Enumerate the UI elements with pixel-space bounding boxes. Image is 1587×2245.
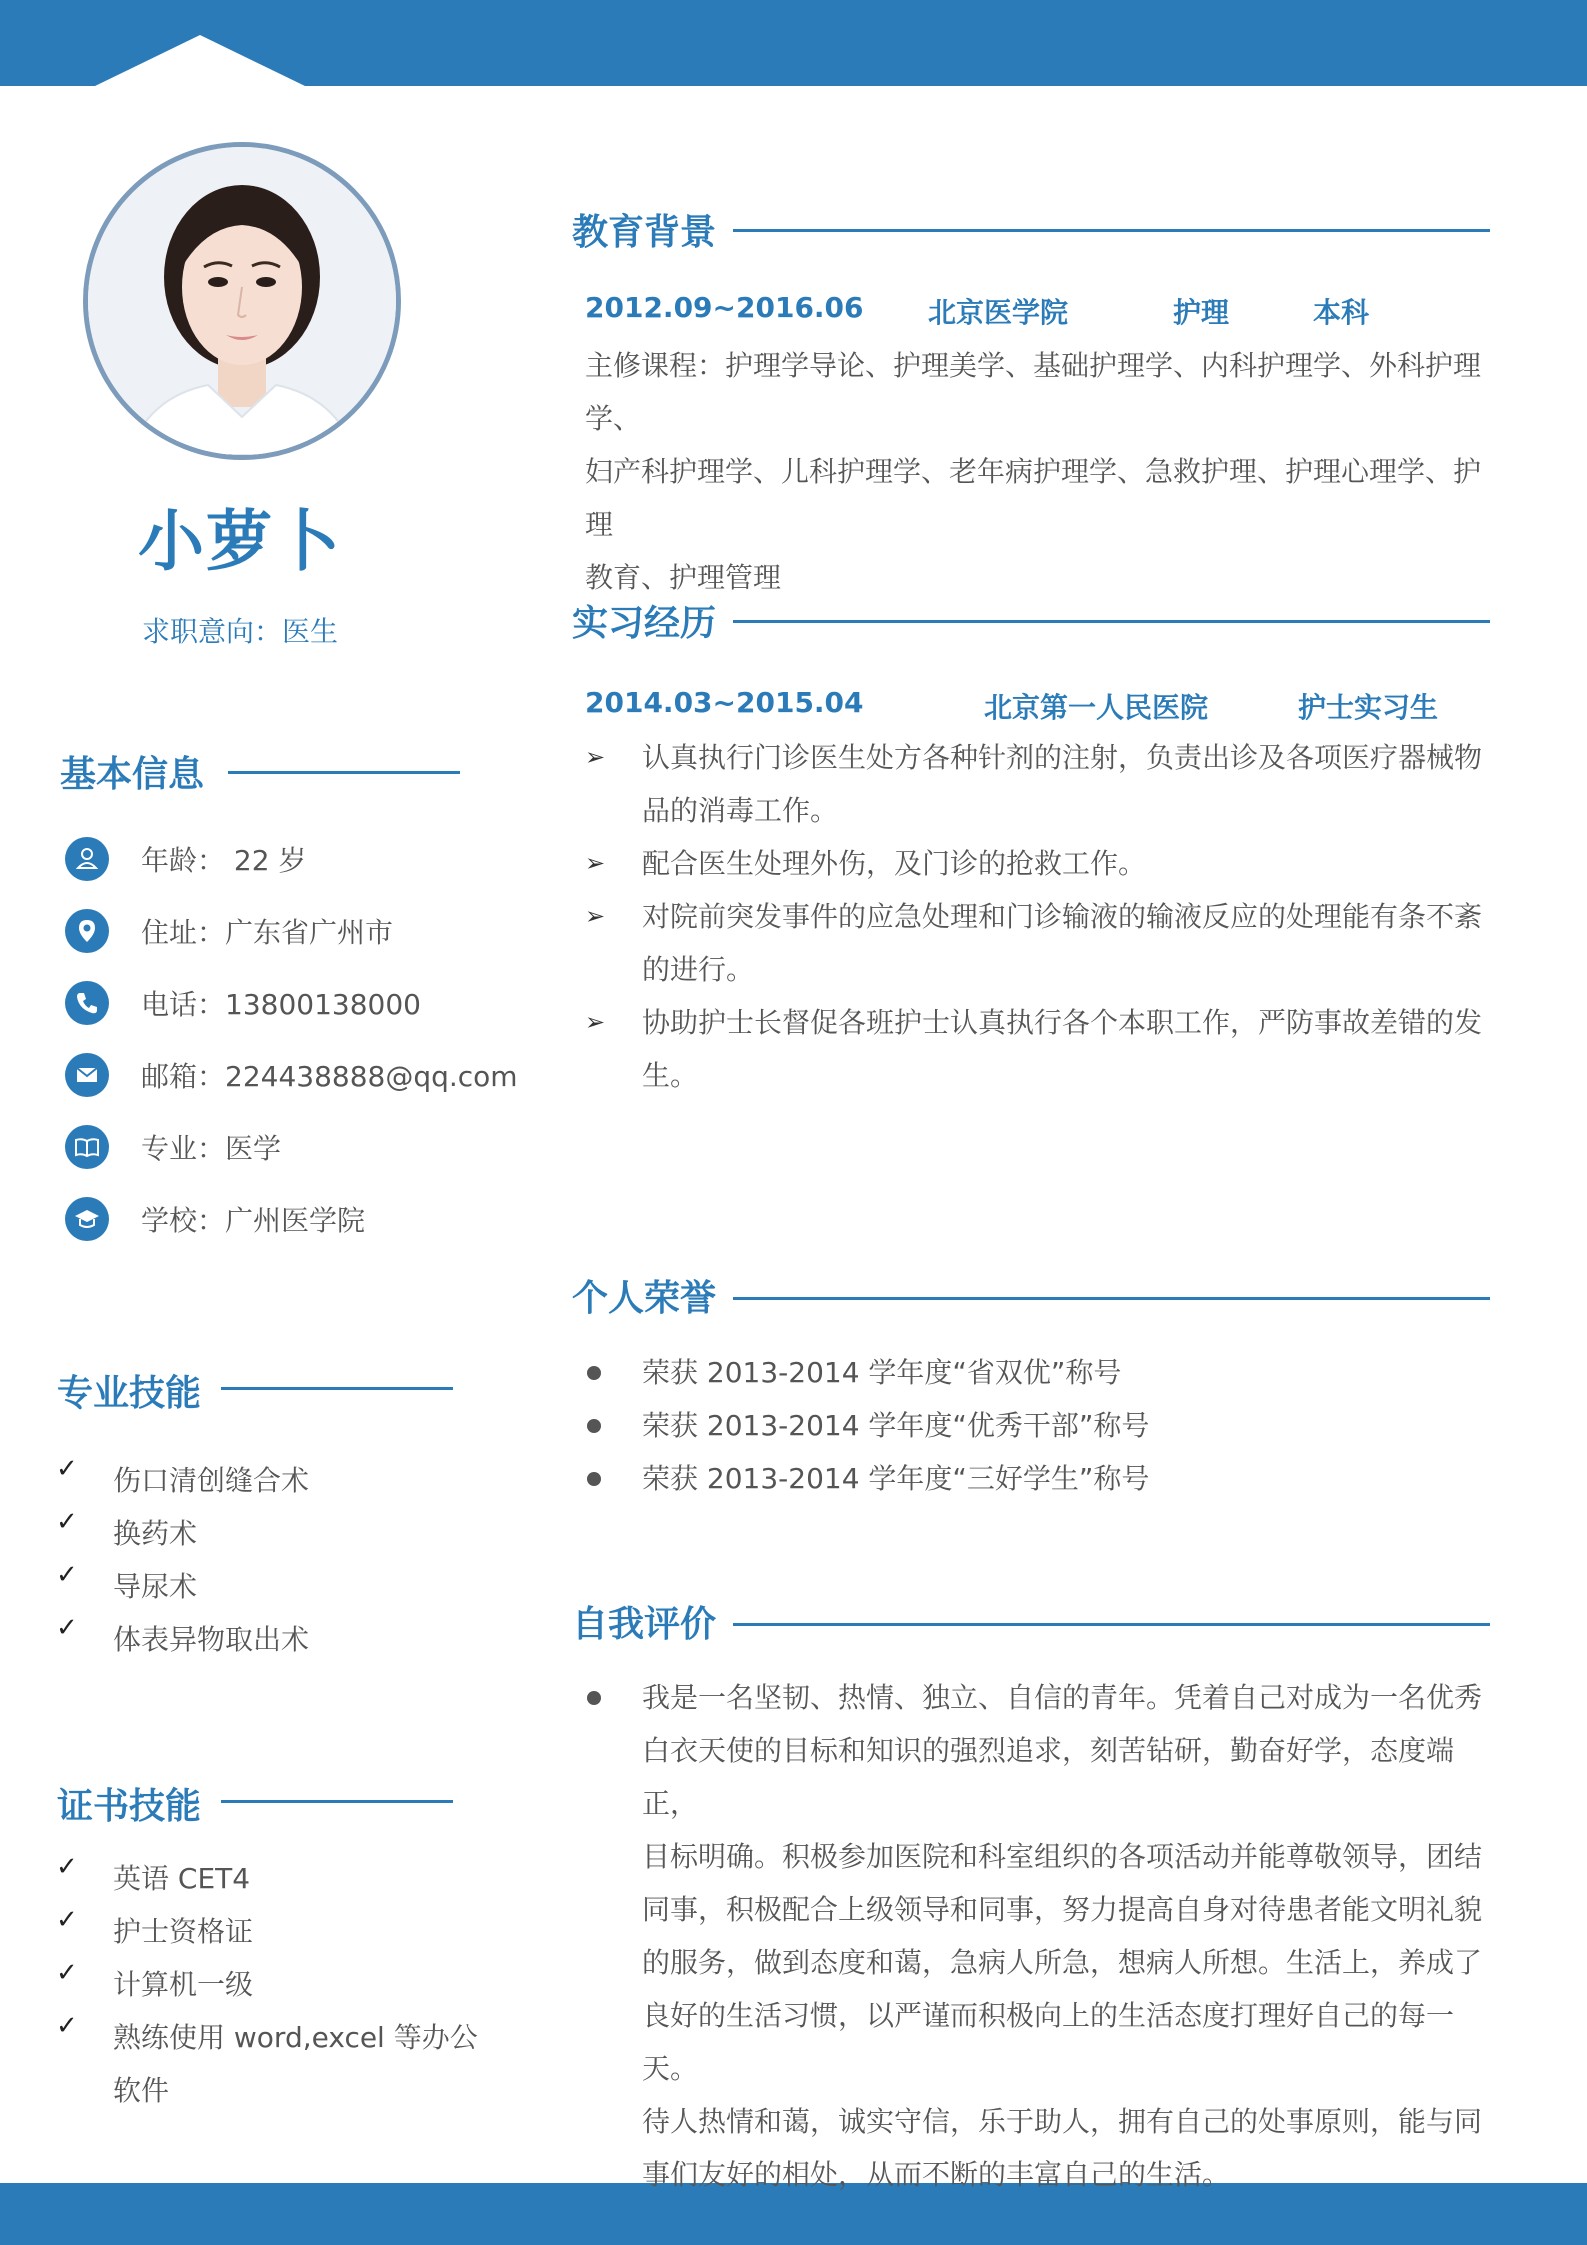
checkmark-icon: ✓ [56, 2011, 78, 2041]
honor-item: 荣获 2013-2014 学年度“三好学生”称号 [585, 1452, 1495, 1505]
section-divider [733, 229, 1490, 232]
bullet-dot-icon [587, 1366, 601, 1380]
section-divider [228, 771, 460, 774]
info-row-age [65, 836, 306, 882]
education-courses: 主修课程：护理学导论、护理美学、基础护理学、内科护理学、外科护理学、 妇产科护理学、儿科护理学、老年病护理学、急救护理、护理心理学、护理 教育、护理管理 [585, 349, 1482, 594]
info-row-address [65, 908, 393, 954]
person-icon [65, 837, 109, 881]
honor-item: 荣获 2013-2014 学年度“优秀干部”称号 [585, 1399, 1495, 1452]
info-row-major [65, 1124, 281, 1170]
internship-duty: ➢ 配合医生处理外伤，及门诊的抢救工作。 [585, 837, 1495, 890]
section-title-education: 教育背景 [572, 212, 717, 253]
section-divider [733, 1297, 1490, 1300]
education-school: 北京医学院 [928, 296, 1069, 329]
info-address: 住址：广东省广州市 [141, 916, 394, 949]
candidate-name: 小萝卜 [138, 503, 342, 580]
checkmark-icon: ✓ [56, 1454, 78, 1484]
self-eval-paragraph: 我是一名坚韧、热情、独立、自信的青年。凭着自己对成为一名优秀 白衣天使的目标和知识的强烈追求，刻苦钻研，勤奋好学，态度端正， 目标明确。积极参加医院和科室组织的各项活动并能尊敬领导，团结 同事，积极配合上级领导和同事，努力提高自身对待患者能文明礼貌 的服务，做到态度和蔼，急病人所急，想病人所想。生活上，养成了 良好的生活习惯，以严谨而积极向上的生活态度打理好自己的每一天。 待人热情和蔼，诚实守信，乐于助人，拥有自己的处事原则，能与同 事们友好的相处，从而不断的丰富自己的生活。 [585, 1671, 1495, 2201]
internship-duty: ➢ 认真执行门诊医生处方各种针剂的注射，负责出诊及各项医疗器械物 品的消毒工作。 [585, 731, 1495, 837]
phone-icon [65, 981, 109, 1025]
bullet-dot-icon [587, 1472, 601, 1486]
top-banner-notch [95, 35, 305, 86]
info-row-phone [65, 980, 421, 1026]
info-email: 邮箱：224438888@qq.com [141, 1060, 518, 1093]
arrow-bullet-icon: ➢ [585, 902, 606, 930]
bullet-dot-icon [587, 1419, 601, 1433]
education-degree: 本科 [1313, 296, 1370, 329]
envelope-icon [65, 1053, 109, 1097]
section-title-skills: 专业技能 [57, 1373, 202, 1414]
education-major: 护理 [1173, 296, 1230, 329]
info-row-email [65, 1052, 518, 1098]
section-title-basic-info: 基本信息 [60, 754, 205, 795]
section-title-internship: 实习经历 [572, 603, 717, 644]
honor-item: 荣获 2013-2014 学年度“省双优”称号 [585, 1346, 1495, 1399]
info-school: 学校：广州医学院 [141, 1204, 366, 1237]
book-icon [65, 1125, 109, 1169]
info-phone: 电话：13800138000 [141, 988, 421, 1021]
section-divider [733, 620, 1490, 623]
bullet-dot-icon [587, 1691, 601, 1705]
education-period: 2012.09~2016.06 [585, 291, 864, 324]
profile-photo [83, 142, 401, 460]
internship-duty: ➢ 对院前突发事件的应急处理和门诊输液的输液反应的处理能有条不紊 的进行。 [585, 890, 1495, 996]
arrow-bullet-icon: ➢ [585, 1008, 606, 1036]
checkmark-icon: ✓ [56, 1613, 78, 1643]
info-row-school [65, 1196, 365, 1242]
section-title-self-eval: 自我评价 [572, 1604, 717, 1645]
arrow-bullet-icon: ➢ [585, 743, 606, 771]
section-divider [733, 1623, 1490, 1626]
info-major: 专业：医学 [141, 1132, 282, 1165]
checkmark-icon: ✓ [56, 1905, 78, 1935]
internship-hospital: 北京第一人民医院 [984, 691, 1209, 724]
info-age: 年龄： 22 岁 [141, 844, 307, 877]
graduation-cap-icon [65, 1197, 109, 1241]
section-title-certificates: 证书技能 [57, 1786, 202, 1827]
internship-period: 2014.03~2015.04 [585, 686, 864, 719]
checkmark-icon: ✓ [56, 1560, 78, 1590]
internship-role: 护士实习生 [1298, 691, 1439, 724]
arrow-bullet-icon: ➢ [585, 849, 606, 877]
job-target: 求职意向：医生 [141, 615, 338, 648]
checkmark-icon: ✓ [56, 1852, 78, 1882]
section-divider [221, 1387, 453, 1390]
section-divider [221, 1800, 453, 1803]
internship-duty: ➢ 协助护士长督促各班护士认真执行各个本职工作，严防事故差错的发 生。 [585, 996, 1495, 1102]
section-title-honors: 个人荣誉 [572, 1278, 717, 1319]
location-pin-icon [65, 909, 109, 953]
checkmark-icon: ✓ [56, 1507, 78, 1537]
checkmark-icon: ✓ [56, 1958, 78, 1988]
